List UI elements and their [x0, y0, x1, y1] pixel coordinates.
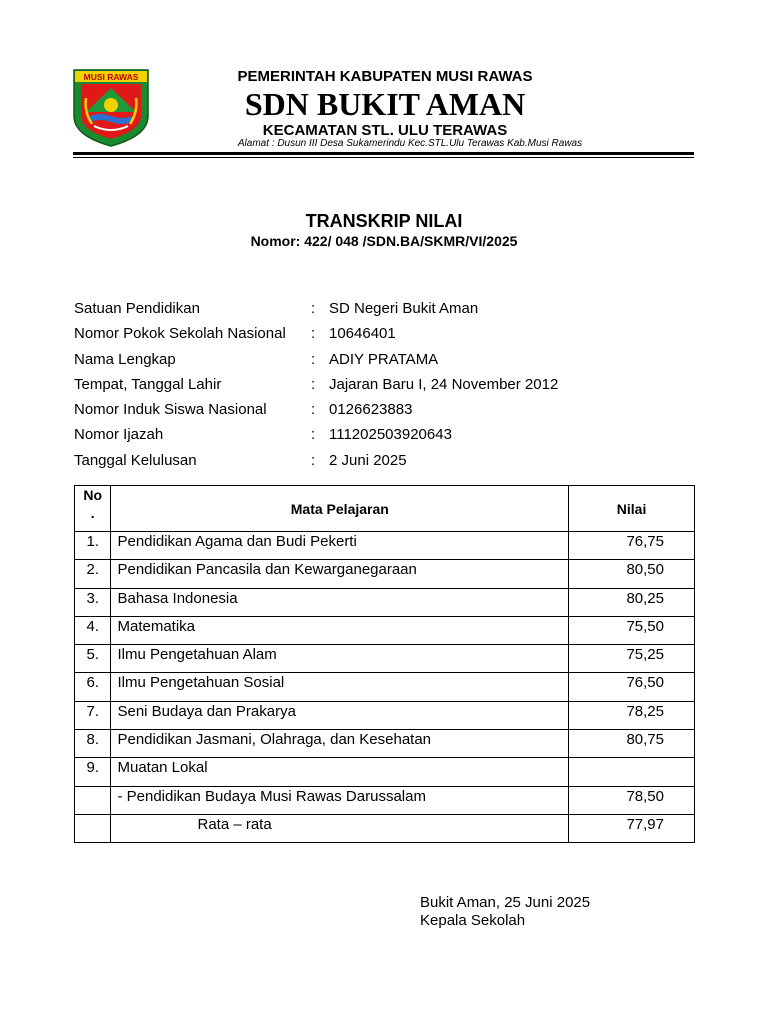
table-row [75, 730, 695, 758]
header-pemerintah: PEMERINTAH KABUPATEN MUSI RAWAS [237, 68, 533, 85]
table-row [75, 645, 695, 673]
student-identity [74, 298, 674, 475]
row-no: 5. [75, 645, 111, 673]
identity-colon: : [311, 375, 316, 393]
row-mapel: - Pendidikan Budaya Musi Rawas Darussalam [111, 786, 569, 814]
identity-row [74, 450, 674, 475]
header-no: No . [75, 486, 111, 532]
identity-colon: : [311, 300, 316, 317]
row-no: 7. [75, 701, 111, 729]
header-kecamatan: KECAMATAN STL. ULU TERAWAS [262, 122, 508, 139]
row-mapel: Matematika [111, 616, 569, 644]
table-row [75, 786, 695, 814]
row-no: 2. [75, 560, 111, 588]
identity-value: Jajaran Baru I, 24 November 2012 [329, 375, 559, 393]
row-mapel: Pendidikan Agama dan Budi Pekerti [111, 532, 569, 560]
header-nilai: Nilai [569, 486, 695, 532]
identity-value: 10646401 [329, 325, 396, 343]
row-mapel: Muatan Lokal [111, 758, 569, 786]
row-no: 3. [75, 588, 111, 616]
identity-label: Nomor Induk Siswa Nasional [74, 401, 267, 419]
identity-row [74, 323, 674, 348]
signature-title: Kepala Sekolah [420, 912, 526, 929]
row-no: 9. [75, 758, 111, 786]
document-title: TRANSKRIP NILAI [305, 211, 463, 231]
row-nilai: 75,25 [569, 645, 695, 673]
identity-colon: : [311, 426, 316, 444]
header-address: Alamat : Dusun III Desa Sukamerindu Kec.STL.Ulu Terawas Kab.Musi Rawas [237, 138, 583, 149]
identity-value: ADIY PRATAMA [329, 350, 439, 368]
row-mapel: Seni Budaya dan Prakarya [111, 701, 569, 729]
row-nilai: 75,50 [569, 616, 695, 644]
row-no: 1. [75, 532, 111, 560]
signature-block [420, 894, 590, 930]
table-average-row [75, 814, 695, 842]
header-divider-thick [73, 152, 694, 155]
row-mapel: Ilmu Pengetahuan Sosial [111, 673, 569, 701]
row-nilai: 78,25 [569, 701, 695, 729]
table-row [75, 616, 695, 644]
table-row [75, 560, 695, 588]
identity-row [74, 399, 674, 424]
average-label: Rata – rata [197, 815, 272, 833]
identity-row [74, 374, 674, 399]
table-header-row [75, 486, 695, 532]
table-row [75, 673, 695, 701]
row-nilai: 80,75 [569, 730, 695, 758]
row-nilai [569, 758, 695, 786]
table-row [75, 758, 695, 786]
document-number: Nomor: 422/ 048 /SDN.BA/SKMR/VI/2025 [250, 233, 518, 249]
table-row [75, 701, 695, 729]
row-mapel: Pendidikan Pancasila dan Kewarganegaraan [111, 560, 569, 588]
identity-value: SD Negeri Bukit Aman [329, 300, 479, 317]
average-no [75, 814, 111, 842]
row-nilai: 78,50 [569, 786, 695, 814]
average-value: 77,97 [569, 814, 695, 842]
header-mapel: Mata Pelajaran [111, 486, 569, 532]
row-nilai: 76,50 [569, 673, 695, 701]
header-divider-thin [73, 157, 694, 158]
identity-label: Satuan Pendidikan [74, 300, 200, 317]
identity-label: Nomor Pokok Sekolah Nasional [74, 325, 286, 343]
row-no: 4. [75, 616, 111, 644]
row-mapel: Ilmu Pengetahuan Alam [111, 645, 569, 673]
grades-table [74, 485, 695, 843]
identity-label: Tanggal Kelulusan [74, 451, 197, 469]
identity-colon: : [311, 325, 316, 343]
identity-label: Nama Lengkap [74, 350, 176, 368]
identity-colon: : [311, 401, 316, 419]
table-row [75, 532, 695, 560]
row-no: 6. [75, 673, 111, 701]
identity-colon: : [311, 451, 316, 469]
row-mapel: Pendidikan Jasmani, Olahraga, dan Kesehatan [111, 730, 569, 758]
signature-place-date: Bukit Aman, 25 Juni 2025 [420, 894, 591, 911]
identity-row [74, 349, 674, 374]
identity-row [74, 424, 674, 449]
row-nilai: 76,75 [569, 532, 695, 560]
average-label-cell [111, 814, 569, 842]
identity-value: 2 Juni 2025 [329, 451, 407, 469]
identity-value: 111202503920643 [329, 426, 452, 444]
identity-colon: : [311, 350, 316, 368]
district-emblem [72, 68, 150, 148]
identity-row [74, 298, 674, 323]
row-mapel: Bahasa Indonesia [111, 588, 569, 616]
identity-label: Tempat, Tanggal Lahir [74, 375, 222, 393]
row-no [75, 786, 111, 814]
emblem-text: MUSI RAWAS [83, 72, 139, 82]
row-nilai: 80,25 [569, 588, 695, 616]
header-school-name: SDN BUKIT AMAN [244, 86, 526, 122]
identity-label: Nomor Ijazah [74, 426, 164, 444]
identity-value: 0126623883 [329, 401, 413, 419]
table-row [75, 588, 695, 616]
row-nilai: 80,50 [569, 560, 695, 588]
row-no: 8. [75, 730, 111, 758]
emblem-shield-icon [72, 68, 150, 148]
